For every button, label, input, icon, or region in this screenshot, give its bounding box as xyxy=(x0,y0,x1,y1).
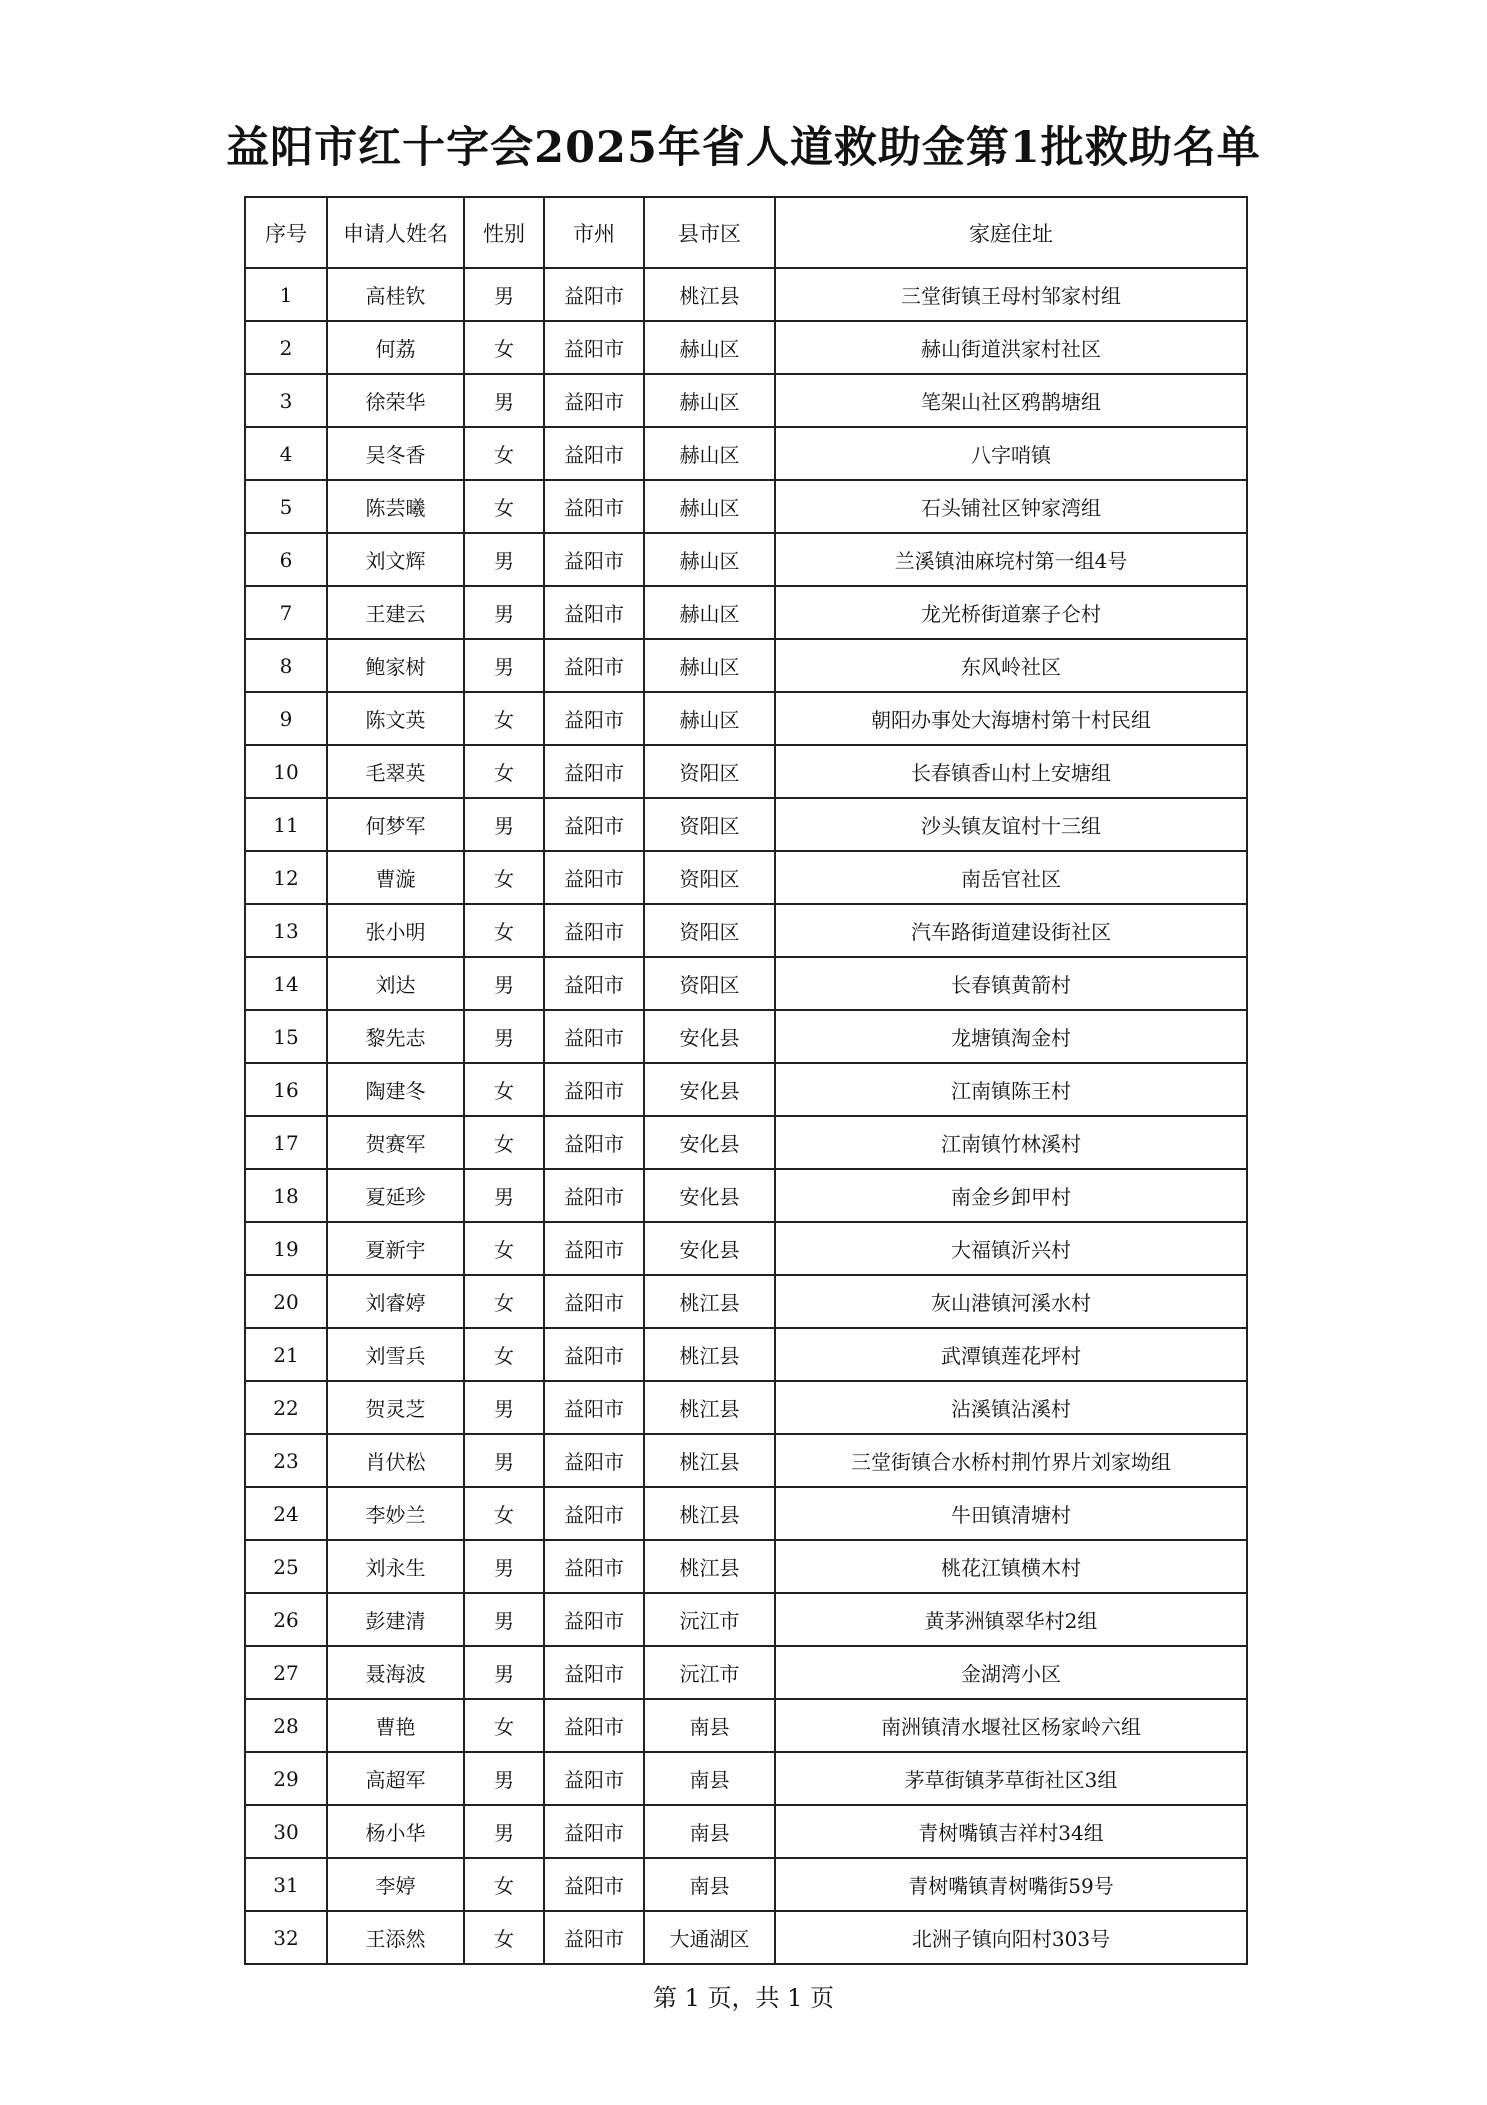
cell-county: 资阳区 xyxy=(644,904,775,957)
table-row xyxy=(245,1858,1247,1911)
cell-index: 2 xyxy=(245,321,327,374)
cell-county: 南县 xyxy=(644,1858,775,1911)
cell-city: 益阳市 xyxy=(544,1593,644,1646)
table-row xyxy=(245,427,1247,480)
cell-city: 益阳市 xyxy=(544,1328,644,1381)
cell-city: 益阳市 xyxy=(544,427,644,480)
cell-gender: 男 xyxy=(464,1805,544,1858)
cell-city: 益阳市 xyxy=(544,1540,644,1593)
cell-city: 益阳市 xyxy=(544,1487,644,1540)
cell-index: 25 xyxy=(245,1540,327,1593)
cell-applicant-name: 贺灵芝 xyxy=(327,1381,464,1434)
cell-applicant-name: 李妙兰 xyxy=(327,1487,464,1540)
cell-city: 益阳市 xyxy=(544,745,644,798)
cell-county: 资阳区 xyxy=(644,851,775,904)
table-row xyxy=(245,1328,1247,1381)
cell-applicant-name: 夏延珍 xyxy=(327,1169,464,1222)
cell-address: 南岳官社区 xyxy=(775,851,1247,904)
cell-county: 桃江县 xyxy=(644,1328,775,1381)
cell-applicant-name: 刘达 xyxy=(327,957,464,1010)
cell-city: 益阳市 xyxy=(544,851,644,904)
cell-applicant-name: 贺赛军 xyxy=(327,1116,464,1169)
table-row xyxy=(245,374,1247,427)
cell-applicant-name: 彭建清 xyxy=(327,1593,464,1646)
cell-county: 赫山区 xyxy=(644,586,775,639)
table-row xyxy=(245,904,1247,957)
table-row xyxy=(245,1805,1247,1858)
header-index: 序号 xyxy=(245,197,327,268)
cell-county: 资阳区 xyxy=(644,798,775,851)
cell-gender: 女 xyxy=(464,1487,544,1540)
cell-city: 益阳市 xyxy=(544,1699,644,1752)
table-row xyxy=(245,1540,1247,1593)
cell-city: 益阳市 xyxy=(544,374,644,427)
cell-county: 沅江市 xyxy=(644,1593,775,1646)
cell-address: 南金乡卸甲村 xyxy=(775,1169,1247,1222)
cell-city: 益阳市 xyxy=(544,1381,644,1434)
cell-address: 长春镇香山村上安塘组 xyxy=(775,745,1247,798)
cell-index: 15 xyxy=(245,1010,327,1063)
cell-gender: 女 xyxy=(464,1222,544,1275)
cell-gender: 男 xyxy=(464,1169,544,1222)
cell-address: 汽车路街道建设街社区 xyxy=(775,904,1247,957)
cell-address: 牛田镇清塘村 xyxy=(775,1487,1247,1540)
cell-address: 灰山港镇河溪水村 xyxy=(775,1275,1247,1328)
cell-applicant-name: 王建云 xyxy=(327,586,464,639)
cell-gender: 女 xyxy=(464,1063,544,1116)
cell-applicant-name: 黎先志 xyxy=(327,1010,464,1063)
cell-city: 益阳市 xyxy=(544,1275,644,1328)
cell-gender: 男 xyxy=(464,374,544,427)
cell-address: 长春镇黄箭村 xyxy=(775,957,1247,1010)
table-row xyxy=(245,1752,1247,1805)
cell-index: 26 xyxy=(245,1593,327,1646)
table-row xyxy=(245,798,1247,851)
cell-county: 桃江县 xyxy=(644,1275,775,1328)
cell-city: 益阳市 xyxy=(544,1063,644,1116)
cell-index: 29 xyxy=(245,1752,327,1805)
cell-index: 21 xyxy=(245,1328,327,1381)
cell-applicant-name: 鲍家树 xyxy=(327,639,464,692)
cell-gender: 男 xyxy=(464,1593,544,1646)
table-row xyxy=(245,1487,1247,1540)
table-row xyxy=(245,1169,1247,1222)
cell-index: 16 xyxy=(245,1063,327,1116)
cell-address: 大福镇沂兴村 xyxy=(775,1222,1247,1275)
cell-applicant-name: 何荔 xyxy=(327,321,464,374)
cell-applicant-name: 陈芸曦 xyxy=(327,480,464,533)
cell-city: 益阳市 xyxy=(544,268,644,321)
cell-county: 资阳区 xyxy=(644,745,775,798)
cell-address: 赫山街道洪家村社区 xyxy=(775,321,1247,374)
cell-applicant-name: 曹漩 xyxy=(327,851,464,904)
cell-index: 18 xyxy=(245,1169,327,1222)
table-row xyxy=(245,1646,1247,1699)
table-row xyxy=(245,1010,1247,1063)
cell-city: 益阳市 xyxy=(544,692,644,745)
cell-gender: 男 xyxy=(464,957,544,1010)
cell-index: 19 xyxy=(245,1222,327,1275)
cell-applicant-name: 王添然 xyxy=(327,1911,464,1964)
cell-address: 三堂街镇合水桥村荆竹界片刘家坳组 xyxy=(775,1434,1247,1487)
cell-gender: 女 xyxy=(464,427,544,480)
cell-applicant-name: 刘雪兵 xyxy=(327,1328,464,1381)
cell-index: 1 xyxy=(245,268,327,321)
cell-county: 桃江县 xyxy=(644,1540,775,1593)
table-row xyxy=(245,1116,1247,1169)
cell-applicant-name: 夏新宇 xyxy=(327,1222,464,1275)
cell-address: 龙光桥街道寨子仑村 xyxy=(775,586,1247,639)
cell-county: 赫山区 xyxy=(644,321,775,374)
cell-gender: 女 xyxy=(464,1116,544,1169)
cell-index: 4 xyxy=(245,427,327,480)
cell-address: 八字哨镇 xyxy=(775,427,1247,480)
table-row xyxy=(245,745,1247,798)
cell-county: 桃江县 xyxy=(644,1381,775,1434)
cell-county: 安化县 xyxy=(644,1063,775,1116)
cell-county: 南县 xyxy=(644,1805,775,1858)
cell-county: 安化县 xyxy=(644,1169,775,1222)
header-gender: 性别 xyxy=(464,197,544,268)
cell-city: 益阳市 xyxy=(544,1010,644,1063)
table-row xyxy=(245,851,1247,904)
relief-roster-table xyxy=(244,196,1248,1965)
table-row xyxy=(245,1911,1247,1964)
cell-county: 资阳区 xyxy=(644,957,775,1010)
cell-index: 3 xyxy=(245,374,327,427)
cell-county: 赫山区 xyxy=(644,639,775,692)
cell-applicant-name: 何梦军 xyxy=(327,798,464,851)
cell-address: 沾溪镇沾溪村 xyxy=(775,1381,1247,1434)
cell-city: 益阳市 xyxy=(544,480,644,533)
cell-gender: 男 xyxy=(464,1381,544,1434)
table-header-row xyxy=(245,197,1247,268)
cell-applicant-name: 李婷 xyxy=(327,1858,464,1911)
cell-county: 桃江县 xyxy=(644,1434,775,1487)
cell-address: 江南镇竹林溪村 xyxy=(775,1116,1247,1169)
table-row xyxy=(245,1222,1247,1275)
cell-applicant-name: 杨小华 xyxy=(327,1805,464,1858)
cell-index: 24 xyxy=(245,1487,327,1540)
cell-address: 桃花江镇横木村 xyxy=(775,1540,1247,1593)
cell-address: 青树嘴镇青树嘴街59号 xyxy=(775,1858,1247,1911)
cell-gender: 女 xyxy=(464,1858,544,1911)
cell-address: 龙塘镇淘金村 xyxy=(775,1010,1247,1063)
cell-gender: 女 xyxy=(464,1275,544,1328)
table-row xyxy=(245,533,1247,586)
header-county: 县市区 xyxy=(644,197,775,268)
cell-applicant-name: 吴冬香 xyxy=(327,427,464,480)
cell-address: 沙头镇友谊村十三组 xyxy=(775,798,1247,851)
cell-index: 8 xyxy=(245,639,327,692)
cell-address: 青树嘴镇吉祥村34组 xyxy=(775,1805,1247,1858)
cell-index: 23 xyxy=(245,1434,327,1487)
table-row xyxy=(245,639,1247,692)
cell-applicant-name: 陈文英 xyxy=(327,692,464,745)
cell-county: 南县 xyxy=(644,1699,775,1752)
cell-gender: 女 xyxy=(464,321,544,374)
cell-index: 11 xyxy=(245,798,327,851)
cell-gender: 男 xyxy=(464,533,544,586)
cell-county: 安化县 xyxy=(644,1116,775,1169)
table-row xyxy=(245,480,1247,533)
table-row xyxy=(245,1699,1247,1752)
cell-address: 茅草街镇茅草街社区3组 xyxy=(775,1752,1247,1805)
table-row xyxy=(245,321,1247,374)
cell-index: 31 xyxy=(245,1858,327,1911)
cell-city: 益阳市 xyxy=(544,1116,644,1169)
cell-city: 益阳市 xyxy=(544,1858,644,1911)
cell-city: 益阳市 xyxy=(544,321,644,374)
cell-gender: 女 xyxy=(464,904,544,957)
cell-gender: 女 xyxy=(464,480,544,533)
cell-gender: 女 xyxy=(464,745,544,798)
cell-index: 12 xyxy=(245,851,327,904)
cell-county: 赫山区 xyxy=(644,533,775,586)
cell-gender: 男 xyxy=(464,1434,544,1487)
cell-applicant-name: 曹艳 xyxy=(327,1699,464,1752)
cell-address: 江南镇陈王村 xyxy=(775,1063,1247,1116)
cell-city: 益阳市 xyxy=(544,1752,644,1805)
cell-applicant-name: 高超军 xyxy=(327,1752,464,1805)
page-footer: 第 1 页，共 1 页 xyxy=(652,1984,835,2012)
cell-county: 大通湖区 xyxy=(644,1911,775,1964)
cell-gender: 男 xyxy=(464,268,544,321)
cell-gender: 男 xyxy=(464,639,544,692)
header-city: 市州 xyxy=(544,197,644,268)
cell-county: 南县 xyxy=(644,1752,775,1805)
cell-address: 东风岭社区 xyxy=(775,639,1247,692)
cell-city: 益阳市 xyxy=(544,1646,644,1699)
cell-applicant-name: 刘睿婷 xyxy=(327,1275,464,1328)
cell-gender: 男 xyxy=(464,1540,544,1593)
cell-county: 桃江县 xyxy=(644,268,775,321)
cell-city: 益阳市 xyxy=(544,957,644,1010)
cell-applicant-name: 张小明 xyxy=(327,904,464,957)
header-applicant-name: 申请人姓名 xyxy=(327,197,464,268)
cell-index: 7 xyxy=(245,586,327,639)
cell-gender: 女 xyxy=(464,1699,544,1752)
table-row xyxy=(245,692,1247,745)
cell-city: 益阳市 xyxy=(544,639,644,692)
cell-index: 5 xyxy=(245,480,327,533)
cell-address: 南洲镇清水堰社区杨家岭六组 xyxy=(775,1699,1247,1752)
cell-applicant-name: 刘永生 xyxy=(327,1540,464,1593)
cell-address: 石头铺社区钟家湾组 xyxy=(775,480,1247,533)
cell-gender: 女 xyxy=(464,1328,544,1381)
cell-address: 三堂街镇王母村邹家村组 xyxy=(775,268,1247,321)
cell-index: 20 xyxy=(245,1275,327,1328)
table-row xyxy=(245,1275,1247,1328)
cell-address: 笔架山社区鸦鹊塘组 xyxy=(775,374,1247,427)
cell-applicant-name: 高桂钦 xyxy=(327,268,464,321)
cell-gender: 女 xyxy=(464,1911,544,1964)
cell-applicant-name: 徐荣华 xyxy=(327,374,464,427)
table-row xyxy=(245,268,1247,321)
cell-city: 益阳市 xyxy=(544,798,644,851)
cell-county: 赫山区 xyxy=(644,692,775,745)
cell-gender: 男 xyxy=(464,1752,544,1805)
cell-county: 安化县 xyxy=(644,1010,775,1063)
table-body xyxy=(245,268,1247,1964)
cell-city: 益阳市 xyxy=(544,1805,644,1858)
cell-index: 27 xyxy=(245,1646,327,1699)
table-row xyxy=(245,1063,1247,1116)
cell-county: 赫山区 xyxy=(644,374,775,427)
cell-address: 北洲子镇向阳村303号 xyxy=(775,1911,1247,1964)
cell-city: 益阳市 xyxy=(544,533,644,586)
cell-city: 益阳市 xyxy=(544,1911,644,1964)
cell-index: 9 xyxy=(245,692,327,745)
cell-city: 益阳市 xyxy=(544,1222,644,1275)
table-row xyxy=(245,586,1247,639)
table-row xyxy=(245,957,1247,1010)
cell-county: 安化县 xyxy=(644,1222,775,1275)
cell-gender: 男 xyxy=(464,586,544,639)
cell-index: 22 xyxy=(245,1381,327,1434)
cell-address: 武潭镇莲花坪村 xyxy=(775,1328,1247,1381)
cell-applicant-name: 聂海波 xyxy=(327,1646,464,1699)
cell-address: 黄茅洲镇翠华村2组 xyxy=(775,1593,1247,1646)
cell-index: 28 xyxy=(245,1699,327,1752)
cell-county: 沅江市 xyxy=(644,1646,775,1699)
cell-county: 桃江县 xyxy=(644,1487,775,1540)
cell-gender: 女 xyxy=(464,851,544,904)
cell-index: 30 xyxy=(245,1805,327,1858)
table-row xyxy=(245,1593,1247,1646)
cell-index: 17 xyxy=(245,1116,327,1169)
cell-city: 益阳市 xyxy=(544,1434,644,1487)
cell-address: 兰溪镇油麻垸村第一组4号 xyxy=(775,533,1247,586)
header-address: 家庭住址 xyxy=(775,197,1247,268)
cell-applicant-name: 毛翠英 xyxy=(327,745,464,798)
cell-index: 6 xyxy=(245,533,327,586)
cell-index: 13 xyxy=(245,904,327,957)
cell-gender: 男 xyxy=(464,1646,544,1699)
cell-address: 金湖湾小区 xyxy=(775,1646,1247,1699)
cell-gender: 男 xyxy=(464,1010,544,1063)
cell-index: 32 xyxy=(245,1911,327,1964)
cell-applicant-name: 陶建冬 xyxy=(327,1063,464,1116)
cell-city: 益阳市 xyxy=(544,586,644,639)
cell-index: 14 xyxy=(245,957,327,1010)
cell-index: 10 xyxy=(245,745,327,798)
cell-city: 益阳市 xyxy=(544,1169,644,1222)
cell-county: 赫山区 xyxy=(644,480,775,533)
table-row xyxy=(245,1381,1247,1434)
cell-applicant-name: 肖伏松 xyxy=(327,1434,464,1487)
cell-gender: 女 xyxy=(464,692,544,745)
cell-gender: 男 xyxy=(464,798,544,851)
cell-address: 朝阳办事处大海塘村第十村民组 xyxy=(775,692,1247,745)
page-title: 益阳市红十字会2025年省人道救助金第1批救助名单 xyxy=(226,123,1261,173)
cell-county: 赫山区 xyxy=(644,427,775,480)
cell-city: 益阳市 xyxy=(544,904,644,957)
cell-applicant-name: 刘文辉 xyxy=(327,533,464,586)
table-row xyxy=(245,1434,1247,1487)
